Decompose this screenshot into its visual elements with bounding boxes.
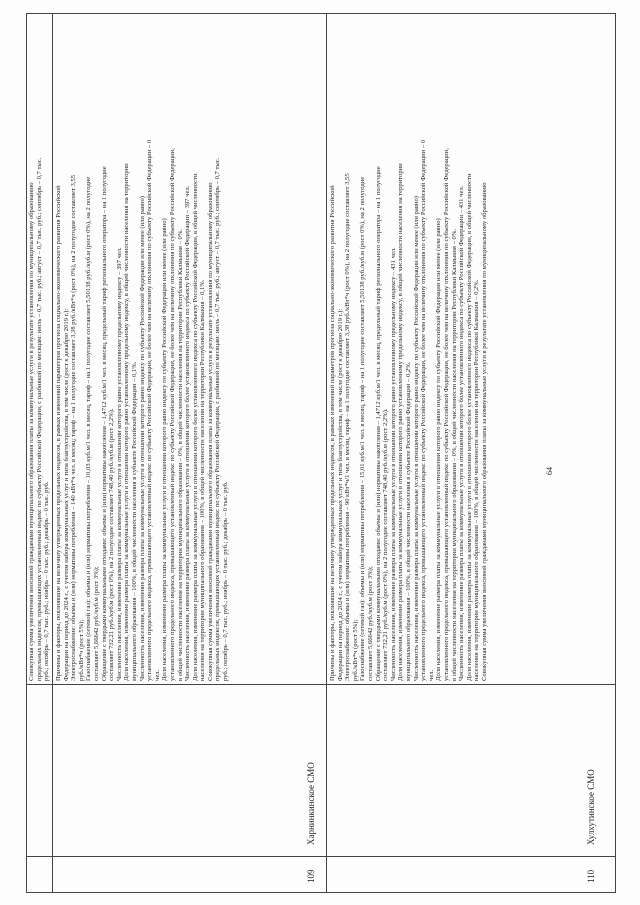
text-line: Доля населения, изменение размера платы за коммунальные услуги в отношении которого равно индексу по субъекту Российской Федерации или менее (или равно) — [435, 218, 443, 681]
text-line: Причины и факторы, повлиявшие на величину утвержденных предельных индексов, в рамках изменений параметров прогноза социально-экономического развития Российской — [329, 185, 336, 681]
text-line: составляет 5,66642 руб./куб.м (рост 3%); — [366, 566, 374, 681]
text-line: Газоснабжение (сетевой газ): объемы и (или) нормативы потребления – 10,03 куб.м/1 чел. в месяц, тариф – на 1 полугодие составляет 5,50138 руб./куб.м (рост 0%), на 2 полугодие — [85, 176, 93, 681]
text-line: Численность населения, изменение размера платы за коммунальные услуги в отношении которого более установленного индекса по субъекту Российской Федерации – 431 чел. — [458, 185, 466, 681]
text-line: Причины и факторы, повлиявшие на величину утвержденных предельных индексов, в рамках изменений параметров прогноза социально-экономического развития Российской — [55, 185, 62, 681]
text-line: в общей численности населения на территории муниципального образования – 0%, в общей численности населения на территории Республики Калмыкия – 0%. — [176, 228, 184, 681]
text-line: руб.; октябрь – 0,7 тыс. руб.; ноябрь – 0 тыс. руб.; декабрь – 0 тыс. руб. — [43, 481, 51, 681]
text-line: Численность населения, изменение размера платы за коммунальные услуги в отношении которого равно индексу по субъекту Российской Федерации или менее (или равно) — [412, 196, 420, 681]
text-line: предельных индексов, превышающих установленный индекс по субъекту Российской Федерации, с разбивкой по месяцам: июль – 0,7 тыс. руб.; август – 0,7 тыс. руб.; сентябрь – 0,7 тыс. — [35, 157, 43, 681]
text-line: Обращение с твердыми коммунальными отходами: объемы и (или) нормативы накопления – 1,4712 куб.м/1 чел. в месяц, предельный тариф регионального оператора – на 1 полугодие — [100, 166, 108, 681]
text-line: установленного предельного индекса, превышающего установленный индекс по субъекту Российской Федерации, не более чем на величину отклонения по субъекту Российской Федерации – 0 — [420, 139, 428, 681]
page-number: 64 — [545, 467, 554, 475]
text-line: Электроснабжение: объемы и (или) нормативы потребления – 140 кВт*ч чел. в месяц; тариф – на 1 полугодие составляет 3,38 руб./кВт*ч (рост 0%), на 2 полугодие составляет 3,55 — [70, 174, 78, 681]
text-line: Обращение с твердыми коммунальными отходами: объемы и (или) нормативы накопления – 1,4712 куб.м/1 чел. в месяц, предельный тариф регионального оператора – на 1 полугодие — [374, 166, 382, 681]
text-line: Федерации на период до 2024 г., с учетом набора коммунальных услуг и типа благоустройства, в том числе (рост к декабрю 2019 г.): — [336, 308, 344, 681]
text-line: населения на территории муниципального образования – 100%, в общей численности населения на территории Республики Калмыкия – 0,1%. — [199, 279, 207, 681]
row-divider-2 — [326, 13, 327, 893]
row-number: 110 — [586, 869, 596, 883]
text-line: Численность населения, изменение размера платы за коммунальные услуги в отношении которого равно установленному предельному индексу – 397 чел. — [115, 247, 123, 681]
text-line: составляет 5,66642 руб./куб.м (рост 3%); — [92, 566, 100, 681]
text-line: установленного предельного индекса, превышающего установленный индекс по субъекту Российской Федерации, не более чем на величину отклонения по субъекту Российской Федерации, — [442, 148, 450, 681]
row-2-text — [329, 19, 488, 681]
text-line: Доля населения, изменение размера платы за коммунальные услуги в отношении которого более установленного индекса по субъекту Российской Федерации, в общей численности — [191, 173, 199, 681]
text-line: руб.; октябрь – 0,7 тыс. руб.; ноябрь – 0 тыс. руб.; декабрь – 0 тыс. руб. — [222, 481, 230, 681]
municipality-name: Харнинкинское СМО — [306, 762, 316, 845]
row-number: 109 — [306, 869, 316, 883]
text-line: установленного предельного индекса, превышающего установленный индекс по субъекту Российской Федерации, не более чем на величину отклонения по субъекту Российской Федерации – 0 — [146, 139, 154, 681]
text-line: Электроснабжение: объемы и (или) нормативы потребления – 90 кВт*ч/1 чел. в месяц, тариф – на 1 полугодие составляет 3,38 руб./кВт*ч (рост 0%), на 2 полугодие составляет 3,55 — [344, 173, 352, 681]
text-line: Доля населения, изменение размера платы за коммунальные услуги в отношении которого более установленного индекса по субъекту Российской Федерации, в общей численности — [465, 173, 473, 681]
text-line: составляет 732,21 руб./куб.м (рост 0%), на 2 полугодие составляет 748,40 руб./куб.м (рост 2,2%). — [108, 408, 116, 681]
text-line: руб./кВт*ч (рост 5%); — [77, 619, 85, 681]
text-line: составляет 732,21 руб./куб.м (рост 0%), на 2 полугодие составляет 748,40 руб./куб.м (рост 2,2%). — [382, 408, 390, 681]
text-line: Численность населения, изменение размера платы за коммунальные услуги в отношении которого более установленного индекса по субъекту Российской Федерации – 397 чел. — [184, 185, 192, 681]
row-0-text — [28, 19, 51, 681]
text-line: чел. — [153, 669, 161, 681]
rotated-table — [26, 13, 616, 893]
text-line: Доля населения, изменение размера платы за коммунальные услуги в отношении которого равно установленному предельному индексу, в общей численности населения на территории — [123, 163, 131, 681]
text-line: муниципального образования – 100%, в общей численности населения в субъекте Российской Федерации – 0,1%. — [130, 361, 138, 681]
text-line: Газоснабжение (сетевой газ): объемы и (или) нормативы потребления – 15,01 куб.м/1 чел. в месяц, тариф – на 1 полугодие составляет 5,50138 руб./куб.м (рост 0%), на 2 полугодие — [359, 176, 367, 681]
text-line: Федерации на период до 2024 г., с учетом набора коммунальных услуг и типа благоустройства, в том числе (рост к декабрю 2019 г.): — [62, 308, 70, 681]
text-line: Численность населения, изменение размера платы за коммунальные услуги в отношении которого равно установленному предельному индексу – 431 чел. — [389, 247, 397, 681]
text-line: Совокупная сумма увеличения вносимой гражданами муниципального образования платы за коммунальные услуги в результате установления по муниципальному образованию — [206, 182, 214, 681]
text-line: руб./кВт*ч (рост 5%); — [351, 619, 359, 681]
municipality-name: Хулхутинское СМО — [586, 769, 596, 845]
text-line: чел. — [427, 669, 435, 681]
row-divider-1 — [52, 13, 53, 893]
text-line: предельных индексов, превышающих установленный индекс по субъекту Российской Федерации, с разбивкой по месяцам: июль – 0,7 тыс. руб.; август – 0,7 тыс. руб.; сентябрь – 0,7 тыс. — [214, 157, 222, 681]
text-line: установленного предельного индекса, превышающего установленный индекс по субъекту Российской Федерации, не более чем на величину отклонения по субъекту Российской Федерации, — [168, 148, 176, 681]
text-line: Совокупная сумма увеличения вносимой гражданами муниципального образования платы за коммунальные услуги в результате установления по муниципальному образованию — [480, 182, 488, 681]
text-line: муниципального образования – 100%, в общей численности населения в субъекте Российской Федерации – 0,2%. — [404, 361, 412, 681]
text-line: населения на территории муниципального образования – 100%, в общей численности населения на территории Республики Калмыкия – 0,2%. — [473, 279, 481, 681]
row-1-text — [55, 19, 230, 681]
column-divider-num — [26, 856, 616, 857]
text-line: Совокупная сумма увеличения вносимой гражданами муниципального образования платы за коммунальные услуги в результате установления по муниципальному образованию — [28, 182, 35, 681]
text-line: Численность населения, изменение размера платы за коммунальные услуги в отношении которого равно индексу по субъекту Российской Федерации или менее (или равно) — [138, 196, 146, 681]
text-line: Доля населения, изменение размера платы за коммунальные услуги в отношении которого равно индексу по субъекту Российской Федерации или менее (или равно) — [161, 218, 169, 681]
text-line: в общей численности населения на территории муниципального образования – 0%, в общей численности населения на территории Республики Калмыкия – 0%. — [450, 228, 458, 681]
text-line: Доля населения, изменение размера платы за коммунальные услуги в отношении которого равно установленному предельному индексу, в общей численности населения на территории — [397, 163, 405, 681]
column-divider-name — [26, 684, 616, 685]
